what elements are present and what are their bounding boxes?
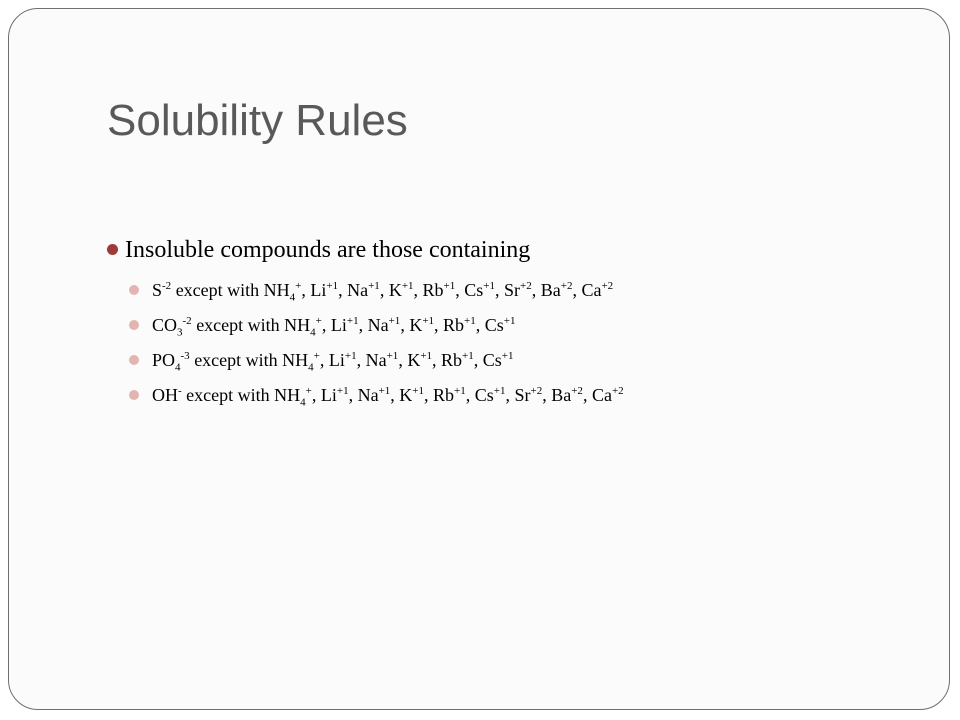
rule-rest-segment: +2	[611, 385, 624, 397]
rule-rest-segment: , Na	[358, 315, 389, 335]
rule-rest-segment: +	[315, 315, 322, 327]
rule-rest-segment: +	[313, 350, 320, 362]
rule-rest-segment: , Cs	[473, 350, 502, 370]
rule-rest-segment: except with NH	[171, 280, 290, 300]
rule-rest-segment: , Rb	[432, 350, 463, 370]
rule-rest-segment: , Na	[356, 350, 387, 370]
rule-ion-segment: -2	[162, 280, 172, 292]
rule-rest-segment: +1	[368, 280, 380, 292]
rule-rest-segment: , K	[398, 350, 421, 370]
rule-rest-segment: +	[295, 280, 302, 292]
rule-rest-segment: 4	[310, 326, 316, 339]
rule-rest-segment: +2	[520, 280, 532, 292]
rule-ion-segment: -3	[180, 350, 190, 362]
rule-ion-segment: 3	[177, 326, 183, 339]
rule-rest-segment: , Ba	[542, 385, 572, 405]
rule-rest-segment: , Na	[348, 385, 379, 405]
rule-rest-segment: , Li	[321, 315, 347, 335]
rule-item	[107, 343, 907, 378]
rule-rest-segment: , Ca	[582, 385, 612, 405]
rule-ion-segment: 4	[175, 361, 181, 374]
rule-rest-segment: , Ca	[572, 280, 602, 300]
rule-rest-segment: , K	[390, 385, 413, 405]
slide-content	[107, 231, 907, 413]
sub-bullet-icon	[129, 320, 139, 330]
rule-rest-segment: , K	[400, 315, 423, 335]
rule-rest-segment: +1	[412, 385, 425, 397]
rule-ion-segment: PO	[152, 350, 176, 370]
slide-title: Solubility Rules	[107, 96, 408, 145]
rule-rest-segment: 4	[289, 291, 296, 304]
sub-bullet-icon	[129, 390, 139, 400]
rule-rest-segment: +1	[454, 385, 466, 397]
rule-rest-segment: +1	[401, 280, 414, 292]
rule-rest-segment: +1	[493, 385, 506, 397]
rule-rest-segment: except with NH	[189, 350, 309, 370]
rule-rest-segment: +1	[464, 315, 476, 327]
rule-ion-segment: S	[152, 280, 163, 300]
rule-rest-segment: , Li	[311, 385, 337, 405]
main-bullet-text: Insoluble compounds are those containing	[125, 237, 531, 263]
rule-rest-segment: +	[305, 385, 312, 397]
rule-rest-segment: +1	[326, 280, 339, 292]
rule-ion-segment: -	[178, 385, 182, 397]
slide-frame	[8, 8, 950, 710]
rule-rest-segment: , Rb	[424, 385, 455, 405]
main-bullet	[107, 231, 907, 269]
rule-rest-segment: , Cs	[455, 280, 484, 300]
rule-rest-segment: +1	[501, 350, 514, 362]
rule-rest-segment: +2	[601, 280, 614, 292]
rule-rest-segment: +1	[344, 350, 357, 362]
rule-rest-segment: +1	[420, 350, 433, 362]
rule-rest-segment: , Sr	[495, 280, 521, 300]
rule-rest-segment: +1	[483, 280, 495, 292]
rule-rest-segment: , Li	[301, 280, 327, 300]
rule-rest-segment: , Cs	[465, 385, 494, 405]
rule-rest-segment: +2	[571, 385, 583, 397]
rule-rest-segment: , Li	[319, 350, 345, 370]
sub-bullet-icon	[129, 285, 139, 295]
rule-rest-segment: +1	[346, 315, 359, 327]
rule-text	[152, 350, 514, 374]
rule-text	[152, 280, 614, 304]
rule-item	[107, 308, 907, 343]
rule-rest-segment: , Cs	[475, 315, 504, 335]
rule-rest-segment: +1	[462, 350, 474, 362]
rules-list	[107, 273, 907, 413]
bullet-icon	[107, 244, 118, 255]
rule-rest-segment: except with NH	[191, 315, 311, 335]
rule-rest-segment: 4	[308, 361, 314, 374]
rule-rest-segment: +2	[560, 280, 573, 292]
rule-rest-segment: +1	[378, 385, 391, 397]
rule-rest-segment: +1	[422, 315, 435, 327]
rule-rest-segment: +1	[443, 280, 456, 292]
rule-rest-segment: +1	[388, 315, 401, 327]
sub-bullet-icon	[129, 355, 139, 365]
rule-rest-segment: except with NH	[181, 385, 301, 405]
rule-rest-segment: , K	[379, 280, 402, 300]
rule-text	[152, 315, 516, 339]
rule-ion-segment: -2	[182, 315, 192, 327]
rule-ion-segment: CO	[152, 315, 178, 335]
rule-item	[107, 378, 907, 413]
rule-rest-segment: +1	[503, 315, 516, 327]
rule-ion-segment: OH	[152, 385, 178, 405]
rule-text	[152, 385, 624, 409]
rule-rest-segment: 4	[300, 396, 306, 409]
rule-rest-segment: , Rb	[413, 280, 444, 300]
rule-rest-segment: , Na	[338, 280, 369, 300]
rule-rest-segment: , Sr	[505, 385, 531, 405]
rule-rest-segment: , Ba	[531, 280, 561, 300]
rule-item	[107, 273, 907, 308]
rule-rest-segment: +1	[336, 385, 349, 397]
rule-rest-segment: +1	[386, 350, 399, 362]
rule-rest-segment: +2	[530, 385, 543, 397]
rule-rest-segment: , Rb	[434, 315, 465, 335]
